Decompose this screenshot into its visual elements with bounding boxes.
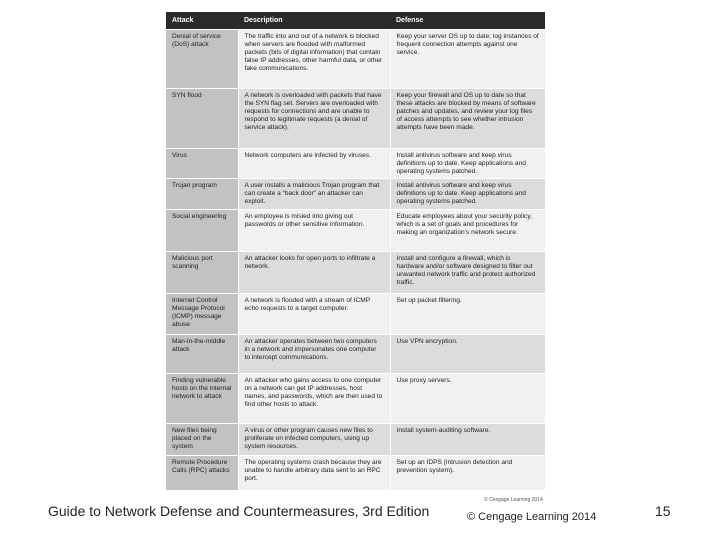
- table-row: [166, 149, 545, 179]
- description-cell: Network computers are infected by viruses.: [238, 149, 390, 179]
- table-row: [166, 335, 545, 374]
- table-row: [166, 456, 545, 491]
- table-row: [166, 179, 545, 210]
- table-row: [166, 252, 545, 294]
- table-row: [166, 210, 545, 252]
- description-cell: An attacker operates between two computers in a network and impersonates one computer to intercept communications.: [238, 335, 390, 374]
- attack-cell: Denial of service (DoS) attack: [166, 30, 238, 89]
- footer-copyright: © Cengage Learning 2014: [467, 511, 597, 523]
- defense-cell: Use VPN encryption.: [390, 335, 545, 374]
- attack-cell: Trojan program: [166, 179, 238, 210]
- defense-cell: Set up an IDPS (intrusion detection and prevention system).: [390, 456, 545, 491]
- description-cell: An employee is misled into giving out passwords or other sensitive information.: [238, 210, 390, 252]
- attack-defense-table: [166, 12, 545, 490]
- page-number: 15: [655, 503, 671, 519]
- description-cell: A network is overloaded with packets that have the SYN flag set. Servers are overloaded with requests for connections and are unable to respond to legitimate requests (a denial of service attack).: [238, 89, 390, 149]
- description-cell: The operating systems crash because they are unable to handle arbitrary data sent to an RPC port.: [238, 456, 390, 491]
- attack-cell: Remote Procedure Calls (RPC) attacks: [166, 456, 238, 491]
- defense-cell: Set up packet filtering.: [390, 294, 545, 335]
- description-cell: A user installs a malicious Trojan program that can create a “back door” an attacker can exploit.: [238, 179, 390, 210]
- defense-cell: Install antivirus software and keep virus definitions up to date. Keep applications and operating systems patched.: [390, 179, 545, 210]
- table-header-row: [166, 12, 545, 30]
- table-row: [166, 30, 545, 89]
- table-image-credit: © Cengage Learning 2014: [484, 497, 543, 503]
- attack-cell: Social engineering: [166, 210, 238, 252]
- table-row: [166, 294, 545, 335]
- table-row: [166, 424, 545, 456]
- attack-cell: Man-in-the-middle attack: [166, 335, 238, 374]
- defense-cell: Install system-auditing software.: [390, 424, 545, 456]
- table-row: [166, 374, 545, 424]
- header-description: Description: [238, 12, 390, 30]
- attack-cell: New files being placed on the system: [166, 424, 238, 456]
- description-cell: A virus or other program causes new files to proliferate on infected computers, using up system resources.: [238, 424, 390, 456]
- attack-cell: Finding vulnerable hosts on the internal network to attack: [166, 374, 238, 424]
- header-attack: Attack: [166, 12, 238, 30]
- description-cell: The traffic into and out of a network is blocked when servers are flooded with malformed packets (bits of digital information) that contain false IP addresses, other harmful data, or other fake communications.: [238, 30, 390, 89]
- defense-cell: Keep your server OS up to date; log instances of frequent connection attempts against one service.: [390, 30, 545, 89]
- defense-cell: Educate employees about your security policy, which is a set of goals and procedures for making an organization’s network secure.: [390, 210, 545, 252]
- defense-cell: Use proxy servers.: [390, 374, 545, 424]
- defense-cell: Install and configure a firewall, which is hardware and/or software designed to filter out unwanted network traffic and protect authorized traffic.: [390, 252, 545, 294]
- attack-defense-table-image: [166, 12, 545, 490]
- table-row: [166, 89, 545, 149]
- description-cell: An attacker looks for open ports to infiltrate a network.: [238, 252, 390, 294]
- description-cell: A network is flooded with a stream of ICMP echo requests to a target computer.: [238, 294, 390, 335]
- footer-book-title: Guide to Network Defense and Countermeasures, 3rd Edition: [48, 503, 430, 519]
- defense-cell: Install antivirus software and keep virus definitions up to date. Keep applications and operating systems patched.: [390, 149, 545, 179]
- attack-cell: Internet Control Message Protocol (ICMP) message abuse: [166, 294, 238, 335]
- description-cell: An attacker who gains access to one computer on a network can get IP addresses, host names, and passwords, which are then used to find other hosts to attack.: [238, 374, 390, 424]
- attack-cell: Virus: [166, 149, 238, 179]
- attack-cell: SYN flood: [166, 89, 238, 149]
- defense-cell: Keep your firewall and OS up to date so that these attacks are blocked by means of software patches and updates, and review your log files of access attempts to see whether intrusion attempts have been made.: [390, 89, 545, 149]
- attack-cell: Malicious port scanning: [166, 252, 238, 294]
- table-body: [166, 30, 545, 491]
- header-defense: Defense: [390, 12, 545, 30]
